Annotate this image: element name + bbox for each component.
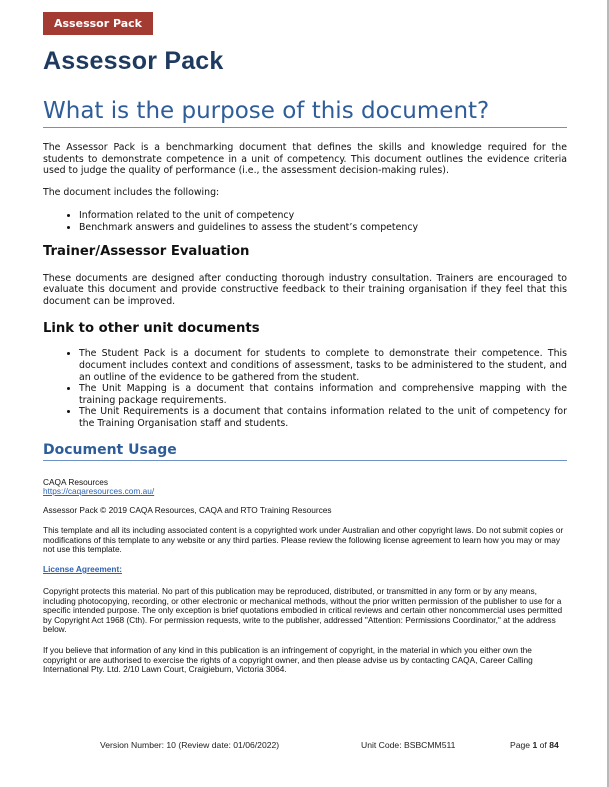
- license-heading: License Agreement:: [43, 564, 122, 575]
- infringement-text: If you believe that information of any kind in this publication is an infringement of copyright, in the material in which you either own the copyright or are authorised to exercise the rights of a copyright owner, and then please advise us by contacting CAQA, Career Calling International Pty. Ltd. 2/10 Lawn Court, Craigieburn, Victoria 3064.: [43, 645, 533, 675]
- purpose-intro: The Assessor Pack is a benchmarking document that defines the skills and knowledge required for the students to demonstrate competence in a unit of competency. This document outlines the evidence criteria used to judge the quality of performance (i.e., the assessment decision-making rules).: [43, 142, 567, 177]
- page-number: [510, 740, 559, 750]
- unit-code: Unit Code: BSBCMM511: [361, 740, 456, 750]
- list-item: • The Unit Mapping is a document that contains information and comprehensive mapping with the training package requirements.: [79, 383, 567, 406]
- version-number: Version Number: 10 (Review date: 01/06/2022): [100, 740, 280, 750]
- usage-heading: Document Usage: [43, 442, 567, 461]
- document-page: [43, 12, 567, 675]
- evaluation-heading: Trainer/Assessor Evaluation: [43, 243, 250, 259]
- links-heading: Link to other unit documents: [43, 321, 260, 337]
- copyright-line: Assessor Pack © 2019 CAQA Resources, CAQA and RTO Training Resources: [43, 504, 332, 515]
- purpose-includes: The document includes the following:: [43, 186, 220, 198]
- page-title: Assessor Pack: [43, 47, 224, 75]
- license-text: Copyright protects this material. No part of this publication may be reproduced, distributed, or transmitted in any form or by any means, including photocopying, recording, or other electronic or mechanical methods, without the prior written permission of the publisher to use for a specific intended purpose. The only exception is brief quotations embodied in critical reviews and certain other noncommercial uses permitted by Copyright Act 1968 (Cth). For permission requests, write to the publisher, addressed "Attention: Permissions Coordinator," at the address below.: [43, 586, 563, 635]
- purpose-heading: What is the purpose of this document?: [43, 98, 567, 128]
- links-bullet-list: [43, 348, 567, 429]
- list-item: • Benchmark answers and guidelines to assess the student’s competency: [79, 222, 567, 234]
- org-url-link[interactable]: https://caqaresources.com.au/: [43, 486, 155, 497]
- evaluation-text: These documents are designed after conducting thorough industry consultation. Trainers are encouraged to evaluate this document and provide constructive feedback to their training organisation if they feel that this document can be improved.: [43, 272, 567, 307]
- purpose-bullet-list: [43, 210, 567, 233]
- org-name: CAQA Resources: [43, 476, 109, 487]
- page-current: 1: [532, 740, 538, 750]
- page-prefix: Page: [510, 740, 533, 750]
- list-item: • The Unit Requirements is a document that contains information related to the unit of competency for the Training Organisation staff and students.: [79, 406, 567, 429]
- document-type-tag: Assessor Pack: [43, 12, 153, 35]
- template-notice: This template and all its including associated content is a copyrighted work under Australian and other copyright laws. Do not submit copies or modifications of this template to any website or any third parties. Please review the following license agreement to learn how you may or may not use this template.: [43, 525, 564, 555]
- org-url-line: [43, 487, 567, 497]
- list-item: • Information related to the unit of competency: [79, 210, 567, 222]
- page-mid: of: [537, 740, 550, 750]
- page-total: 84: [549, 740, 559, 750]
- list-item: • The Student Pack is a document for students to complete to demonstrate their competence. This document includes context and conditions of assessment, tasks to be administered to the student, and an outline of the evidence to be gathered from the student.: [79, 348, 567, 383]
